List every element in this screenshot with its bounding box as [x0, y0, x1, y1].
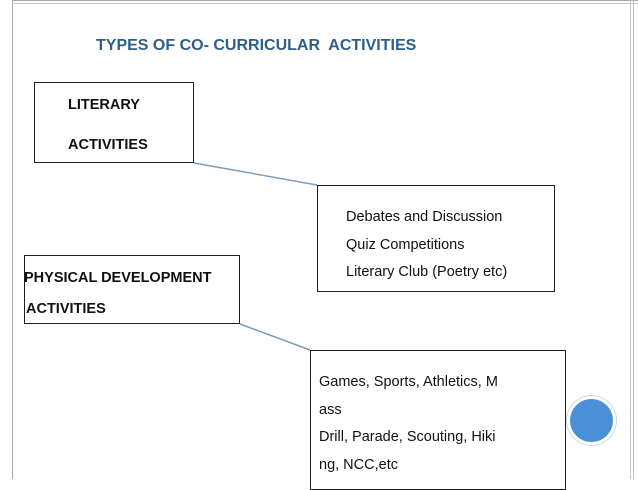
literary-item: Quiz Competitions [346, 237, 465, 253]
physical-items-box [310, 350, 566, 490]
physical-item: Games, Sports, Athletics, M [319, 374, 498, 390]
physical-box-line-2: ACTIVITIES [26, 301, 106, 317]
connector-physical [240, 324, 310, 350]
physical-item: ass [319, 402, 342, 418]
slide-title: TYPES OF CO- CURRICULAR ACTIVITIES [96, 37, 417, 54]
literary-items-box [317, 185, 555, 292]
literary-item: Debates and Discussion [346, 209, 503, 225]
literary-box-line-2: ACTIVITIES [68, 137, 148, 153]
physical-item: ng, NCC,etc [319, 457, 398, 473]
physical-item: Drill, Parade, Scouting, Hiki [319, 429, 496, 445]
literary-box-line-1: LITERARY [68, 97, 140, 113]
physical-box-line-1: PHYSICAL DEVELOPMENT [24, 270, 212, 286]
literary-activities-box [34, 82, 194, 163]
connector-literary [194, 163, 317, 185]
literary-item: Literary Club (Poetry etc) [346, 264, 508, 280]
physical-development-box [24, 255, 240, 324]
decorative-circle [567, 396, 616, 445]
